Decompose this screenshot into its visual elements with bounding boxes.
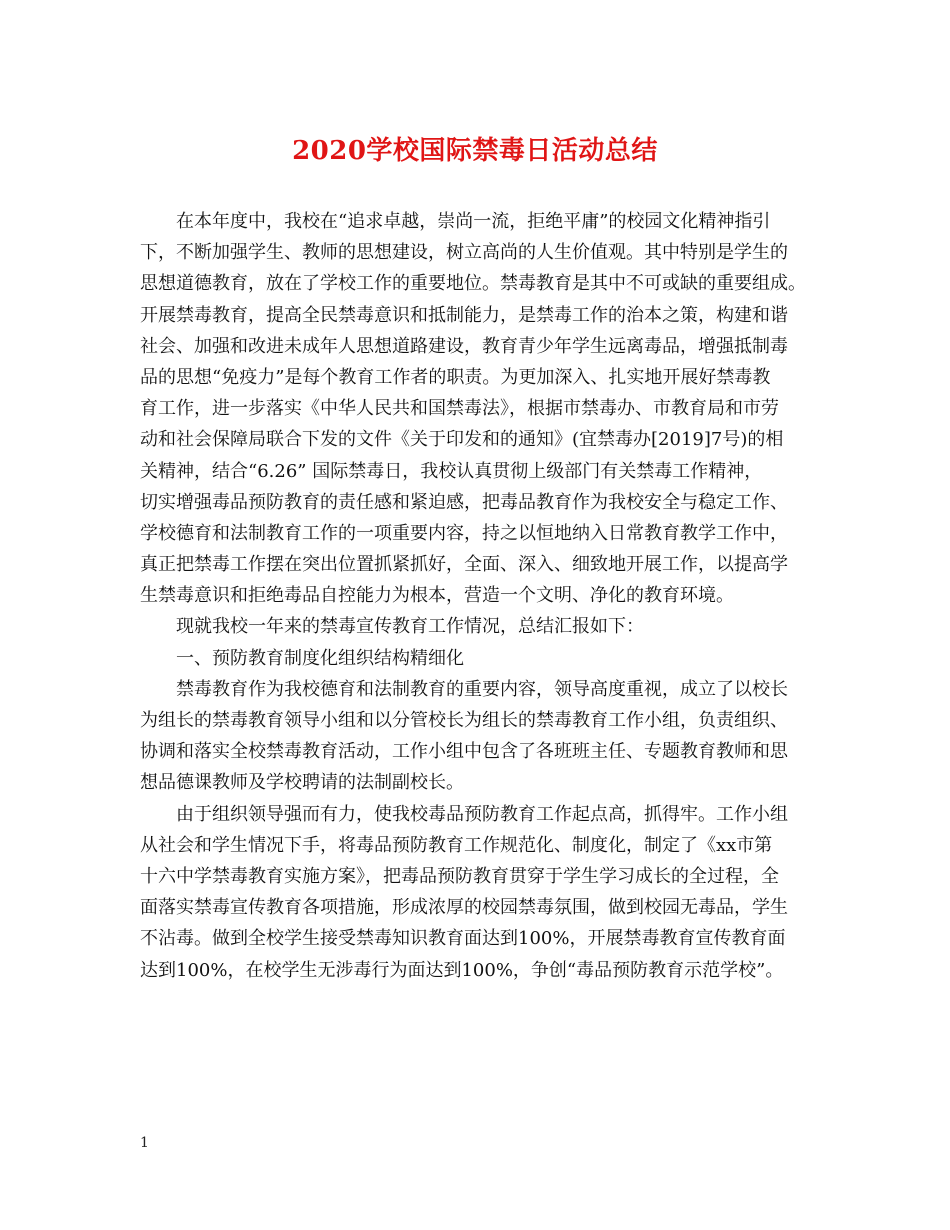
body-line: 由于组织领导强而有力，使我校毒品预防教育工作起点高，抓得牢。工作小组 (140, 803, 788, 825)
body-line: 思想道德教育，放在了学校工作的重要地位。禁毒教育是其中不可或缺的重要组成。 (140, 273, 806, 295)
body-line: 现就我校一年来的禁毒宣传教育工作情况，总结汇报如下： (140, 616, 644, 638)
body-line: 一、预防教育制度化组织结构精细化 (140, 647, 464, 669)
body-line: 学校德育和法制教育工作的一项重要内容，持之以恒地纳入日常教育教学工作中， (140, 522, 788, 544)
body-line: 社会、加强和改进未成年人思想道路建设，教育青少年学生远离毒品，增强抵制毒 (140, 335, 788, 357)
document-body (140, 206, 830, 986)
body-line: 面落实禁毒宣传教育各项措施，形成浓厚的校园禁毒氛围，做到校园无毒品，学生 (140, 897, 788, 919)
page-number: 1 (140, 1135, 149, 1151)
body-line: 真正把禁毒工作摆在突出位置抓紧抓好，全面、深入、细致地开展工作，以提高学 (140, 554, 788, 576)
body-line: 开展禁毒教育，提高全民禁毒意识和抵制能力，是禁毒工作的治本之策，构建和谐 (140, 304, 788, 326)
body-line: 切实增强毒品预防教育的责任感和紧迫感，把毒品教育作为我校安全与稳定工作、 (140, 491, 788, 513)
body-line: 协调和落实全校禁毒教育活动，工作小组中包含了各班班主任、专题教育教师和思 (140, 741, 788, 763)
body-line: 禁毒教育作为我校德育和法制教育的重要内容，领导高度重视，成立了以校长 (140, 678, 788, 700)
body-line: 下，不断加强学生、教师的思想建设，树立高尚的人生价值观。其中特别是学生的 (140, 242, 788, 264)
body-line: 品的思想“免疫力”是每个教育工作者的职责。为更加深入、扎实地开展好禁毒教 (140, 366, 771, 388)
body-line: 育工作，进一步落实《中华人民共和国禁毒法》，根据市禁毒办、市教育局和市劳 (140, 398, 779, 420)
body-line: 为组长的禁毒教育领导小组和以分管校长为组长的禁毒教育工作小组，负责组织、 (140, 710, 788, 731)
body-line: 达到100%，在校学生无涉毒行为面达到100%，争创“毒品预防教育示范学校”。 (140, 959, 784, 981)
document-title: 2020学校国际禁毒日活动总结 (292, 136, 658, 166)
body-line: 十六中学禁毒教育实施方案》，把毒品预防教育贯穿于学生学习成长的全过程，全 (140, 865, 779, 887)
body-line: 不沾毒。做到全校学生接受禁毒知识教育面达到100%，开展禁毒教育宣传教育面 (140, 928, 786, 950)
body-line: 从社会和学生情况下手，将毒品预防教育工作规范化、制度化，制定了《xx市第 (140, 834, 773, 856)
body-line: 关精神，结合“6.26” 国际禁毒日，我校认真贯彻上级部门有关禁毒工作精神， (140, 460, 763, 482)
body-line: 在本年度中，我校在“追求卓越，崇尚一流，拒绝平庸”的校园文化精神指引 (140, 211, 771, 232)
body-line: 想品德课教师及学校聘请的法制副校长。 (140, 772, 464, 794)
body-line: 动和社会保障局联合下发的文件《关于印发和的通知》(宜禁毒办[2019]7号)的相 (140, 429, 784, 451)
body-line: 生禁毒意识和拒绝毒品自控能力为根本，营造一个文明、净化的教育环境。 (140, 585, 734, 607)
